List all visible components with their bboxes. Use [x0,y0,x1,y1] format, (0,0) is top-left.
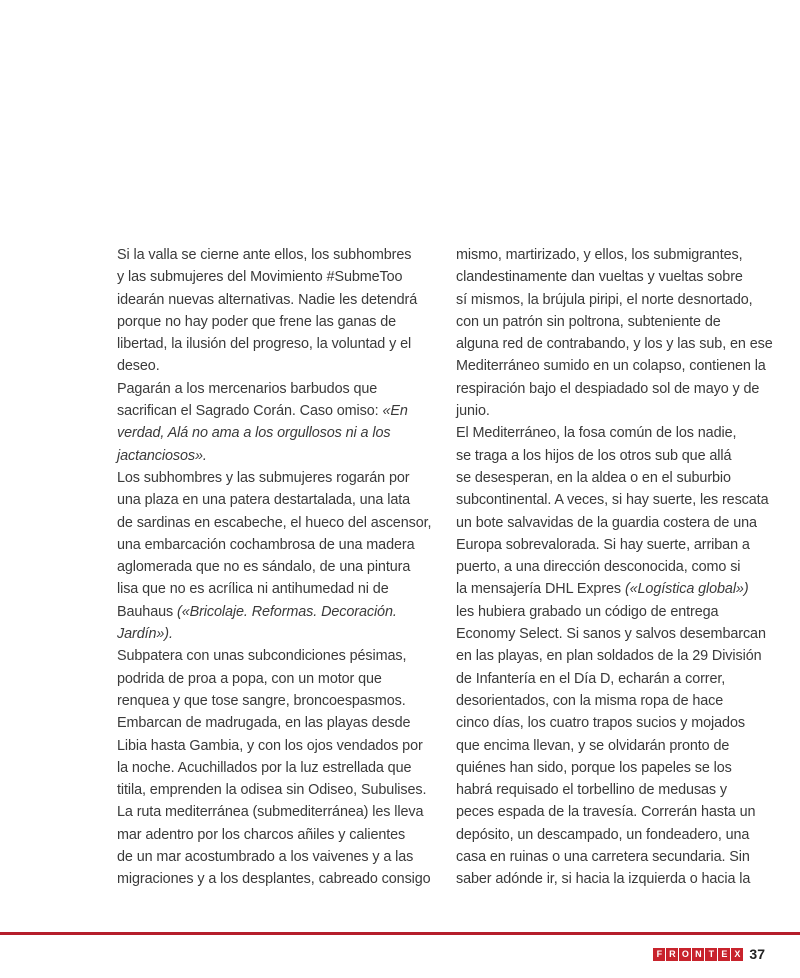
text-line: Jardín»). [117,626,173,643]
logo-letter: E [718,948,730,961]
text-line: migraciones y a los desplantes, cabreado consigo [117,871,431,888]
text-line: de un mar acostumbrado a los vaivenes y a las [117,849,414,866]
text-line: aglomerada que no es sándalo, de una pintura [117,559,411,576]
frontex-logo [653,948,743,961]
page-number: 37 [749,946,765,962]
text-line: habrá requisado el torbellino de medusas y [456,782,727,799]
text-line: la mensajería DHL Expres («Logística global») [456,581,749,598]
text-line: porque no hay poder que frene las ganas de [117,313,397,330]
text-line: lisa que no es acrílica ni antihumedad ni de [117,581,389,598]
text-line: una plaza en una patera destartalada, una lata [117,492,411,509]
text-line: junio. [456,403,490,420]
text-line: jactanciosos». [117,447,207,464]
text-line: subcontinental. A veces, si hay suerte, les rescata [456,492,769,509]
text-line: sí mismos, la brújula piripi, el norte desnortado, [456,291,753,308]
text-line: libertad, la ilusión del progreso, la voluntad y el [117,336,412,353]
text-line: cinco días, los cuatro trapos sucios y mojados [456,715,745,732]
right-text-column [456,244,773,891]
text-line: Mediterráneo sumido en un colapso, contienen la [456,358,766,375]
text-line: desorientados, con la misma ropa de hace [456,692,724,709]
text-line: mar adentro por los charcos añiles y calientes [117,826,406,843]
text-line: La ruta mediterránea (submediterránea) les lleva [117,804,424,821]
text-line: depósito, un descampado, un fondeadero, una [456,826,750,843]
text-line: la noche. Acuchillados por la luz estrellada que [117,759,412,776]
logo-letter: X [731,948,743,961]
text-line: de sardinas en escabeche, el hueco del ascensor, [117,514,432,531]
text-line: sacrifican el Sagrado Corán. Caso omiso: «En [117,403,408,420]
logo-letter: O [679,948,691,961]
text-line: titila, emprenden la odisea sin Odiseo, Subulises. [117,782,427,799]
logo-letter: R [666,948,678,961]
logo-letter: T [705,948,717,961]
logo-letter: N [692,948,704,961]
text-line: que encima llevan, y se olvidarán pronto de [456,737,730,754]
footer [653,945,765,963]
text-line: se desesperan, en la aldea o en el suburbio [456,469,731,486]
text-line: se traga a los hijos de los otros sub que allá [456,447,732,464]
text-line: Europa sobrevalorada. Si hay suerte, arriban a [456,536,750,553]
text-line: mismo, martirizado, y ellos, los submigrantes, [456,247,743,263]
text-line: con un patrón sin poltrona, subteniente de [456,313,721,330]
text-line: Pagarán a los mercenarios barbudos que [117,380,378,397]
text-line: Bauhaus («Bricolaje. Reformas. Decoración. [117,603,397,620]
text-line: clandestinamente dan vueltas y vueltas sobre [456,269,743,286]
text-line: de Infantería en el Día D, echarán a correr, [456,670,726,687]
text-line: puerto, a una dirección desconocida, como si [456,559,741,576]
text-line: verdad, Alá no ama a los orgullosos ni a los [117,425,391,442]
text-line: respiración bajo el despiadado sol de mayo y de [456,380,760,397]
text-line: Libia hasta Gambia, y con los ojos vendados por [117,737,423,754]
text-line: y las submujeres del Movimiento #SubmeToo [117,269,403,286]
footer-rule [0,932,800,935]
text-line: renquea y que tose sangre, broncoespasmos. [117,692,406,709]
text-line: quiénes han sido, porque los papeles se los [456,759,732,776]
left-text-column [117,244,432,891]
text-line: les hubiera grabado un código de entrega [456,603,719,620]
text-line: deseo. [117,358,160,375]
logo-letter: F [653,948,665,961]
text-line: Los subhombres y las submujeres rogarán por [117,469,410,486]
text-line: saber adónde ir, si hacia la izquierda o hacia la [456,871,751,888]
text-line: un bote salvavidas de la guardia costera de una [456,514,757,531]
text-line: Embarcan de madrugada, en las playas desde [117,715,411,732]
text-line: una embarcación cochambrosa de una madera [117,536,415,553]
text-line: en las playas, en plan soldados de la 29 División [456,648,762,665]
text-line: alguna red de contrabando, y los y las sub, en ese [456,336,773,353]
text-line: casa en ruinas o una carretera secundaria. Sin [456,849,750,866]
text-line: Economy Select. Si sanos y salvos desembarcan [456,626,766,643]
text-line: idearán nuevas alternativas. Nadie les detendrá [117,291,418,308]
text-line: podrida de proa a popa, con un motor que [117,670,382,687]
text-line: peces espada de la travesía. Correrán hasta un [456,804,756,821]
text-line: El Mediterráneo, la fosa común de los nadie, [456,425,737,442]
text-line: Subpatera con unas subcondiciones pésimas, [117,648,407,665]
text-line: Si la valla se cierne ante ellos, los subhombres [117,247,412,263]
